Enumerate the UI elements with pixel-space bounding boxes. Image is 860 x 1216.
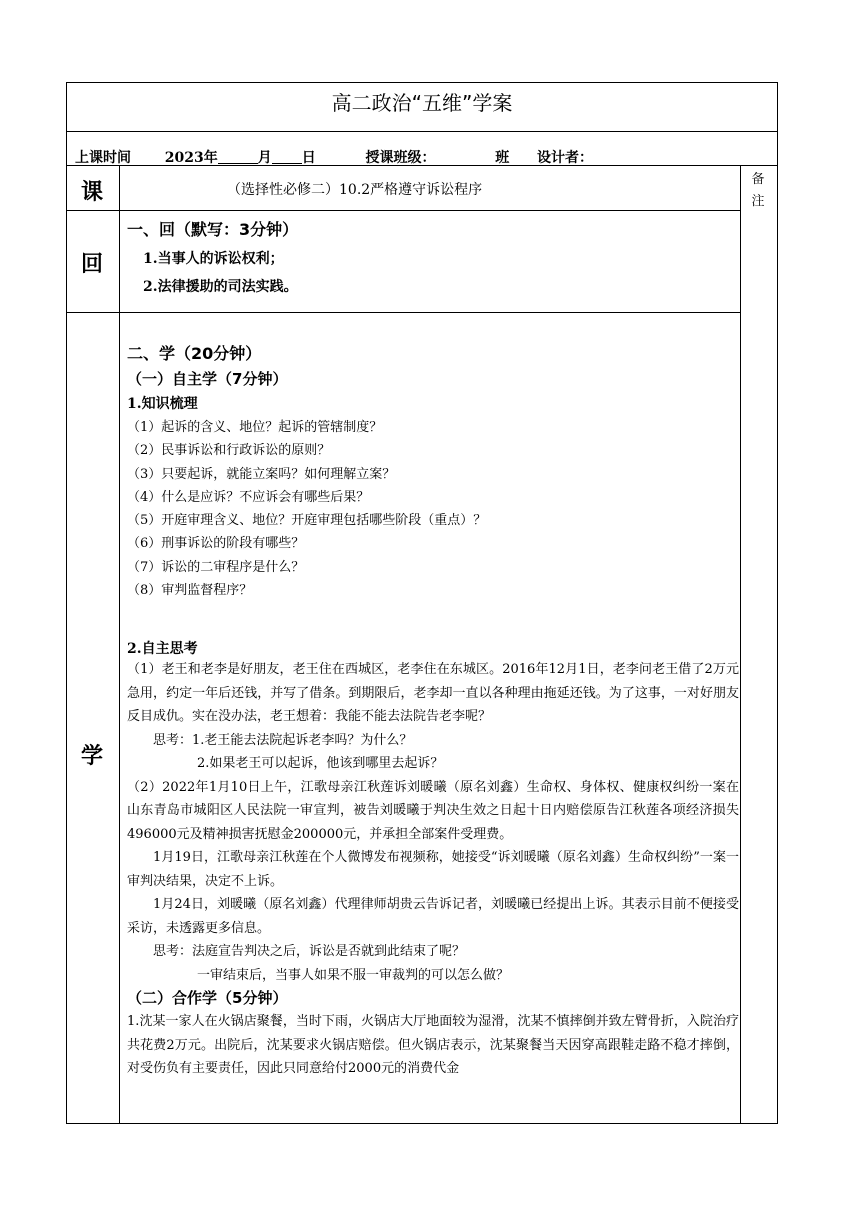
remarks-header: 备 注 [751,172,765,209]
divider [67,312,740,313]
question-item: （6）刑事诉讼的阶段有哪些？ [127,536,305,552]
cooperative-heading: （二）合作学（5分钟） [127,989,288,1008]
case-2: （2）2022年1月10日上午，江歌母亲江秋莲诉刘暖曦（原名刘鑫）生命权、身体权、健康权纠纷一案在山东青岛市城阳区人民法院一审宣判，被告刘暖曦于判决生效之日起十日内赔偿原告江秋莲各项经济损失496000元及精神损害抚慰金200000元，并承担全部案件受理费。 [127,779,739,842]
divider [119,165,120,1123]
question-item: （1）起诉的含义、地位？起诉的管辖制度？ [127,420,383,435]
study-guide-table [66,82,778,1124]
section-label-study: 学 [81,744,104,769]
divider [67,210,740,211]
day-blank [272,149,302,164]
question-item: （7）诉讼的二审程序是什么？ [127,559,305,575]
question-item: （8）审判监督程序？ [127,583,253,599]
class-label: 授课班级： [365,150,436,166]
day-suffix: 日 [301,150,316,166]
year: 2023年 [164,150,218,166]
month-suffix: 月 [257,150,272,166]
class-info-row [75,147,593,167]
question-item: （3）只要起诉，就能立案吗？如何理解立案？ [127,466,396,482]
section-label-lesson: 课 [81,180,104,205]
case-1-question: 思考：1.老王能去法院起诉老李吗？为什么？ [153,732,413,748]
case-2: 1月19日，江歌母亲江秋莲在个人微博发布视频称，她接受“诉刘暖曦（原名刘鑫）生命权纠纷”一案一审判决结果，决定不上诉。 [127,850,739,889]
think-heading: 2.自主思考 [127,641,198,658]
review-heading: 一、回（默写：3分钟） [127,220,299,239]
divider [67,131,777,132]
self-study-heading: （一）自主学（7分钟） [127,370,288,388]
case-2-question: 一审结束后，当事人如果不服一审裁判的可以怎么做？ [197,967,510,983]
designer-label: 设计者： [536,150,593,166]
question-item: （2）民事诉讼和行政诉讼的原则？ [127,443,331,459]
case-2: 1月24日，刘暖曦（原名刘鑫）代理律师胡贵云告诉记者，刘暖曦已经提出上诉。其表示目前不便接受采访，未透露更多信息。 [127,897,739,936]
review-section [127,217,739,296]
case-2-question: 思考：法庭宣告判决之后，诉讼是否就到此结束了呢？ [153,944,466,960]
lesson-title: （选择性必修二）10.2严格遵守诉讼程序 [227,182,483,198]
knowledge-heading: 1.知识梳理 [127,396,198,412]
question-item: （4）什么是应诉？不应诉会有哪些后果？ [127,489,370,505]
case-1: （1）老王和老李是好朋友，老王住在西城区，老李住在东城区。2016年12月1日，老李问老王借了2万元急用，约定一年后还钱，并写了借条。到期限后，老李却一直以各种理由拖延还钱。为了这事，一对好朋友反目成仇。实在没办法，老王想着：我能不能去法院告老李呢？ [127,662,739,725]
time-label: 上课时间 [75,150,131,166]
case-1-question: 2.如果老王可以起诉，他该到哪里去起诉？ [197,756,444,772]
review-item: 1.当事人的诉讼权利； [143,251,284,267]
month-blank [218,149,258,164]
class-suffix: 班 [495,150,510,166]
question-item: （5）开庭审理含义、地位？开庭审理包括哪些阶段（重点）？ [127,513,487,529]
divider [740,165,741,1123]
review-item: 2.法律援助的司法实践。 [143,279,298,295]
page-title: 高二政治“五维”学案 [331,91,513,115]
cooperative-case: 1.沈某一家人在火锅店聚餐，当时下雨，火锅店大厅地面较为湿滑，沈某不慎摔倒并致左臂骨折，入院治疗共花费2万元。出院后，沈某要求火锅店赔偿。但火锅店表示，沈某聚餐当天因穿高跟鞋走路不稳才摔倒，对受伤负有主要责任，因此只同意给付2000元的消费代金 [127,1014,739,1077]
section-label-review: 回 [81,252,104,277]
study-heading: 二、学（20分钟） [127,344,262,363]
study-section [127,341,739,1081]
